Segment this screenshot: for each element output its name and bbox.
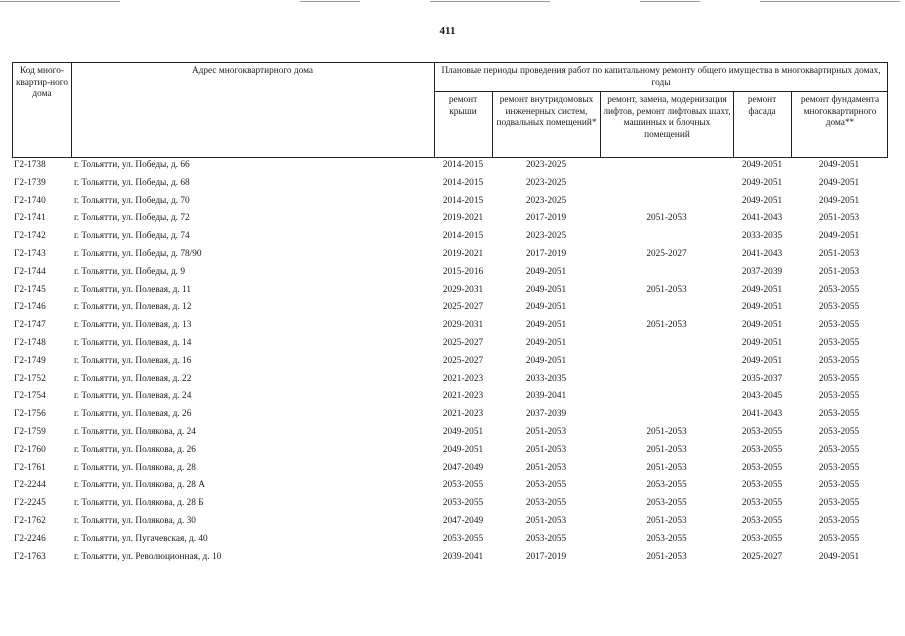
cell-engineering: 2049-2051: [525, 337, 567, 348]
cell-lifts: 2051-2053: [646, 320, 687, 331]
cell-foundation: 2053-2055: [818, 462, 860, 473]
cell-foundation: 2051-2053: [818, 248, 860, 259]
cell-facade: 2041-2043: [741, 409, 783, 420]
table-row: [12, 282, 888, 300]
cell-engineering: 2023-2025: [525, 177, 567, 188]
cell-address: г. Тольятти, ул. Полевая, д. 11: [74, 284, 192, 295]
cell-facade: 2053-2055: [741, 462, 783, 473]
cell-foundation: 2053-2055: [818, 355, 860, 366]
cell-address: г. Тольятти, ул. Революционная, д. 10: [74, 551, 222, 562]
header-divider: [492, 91, 493, 157]
table-row: [12, 175, 888, 193]
cell-engineering: 2053-2055: [525, 480, 567, 491]
cell-roof: 2021-2023: [442, 409, 484, 420]
cell-lifts: 2051-2053: [646, 213, 687, 224]
cell-code: Г2-1739: [14, 177, 46, 188]
cell-roof: 2019-2021: [442, 213, 484, 224]
cell-address: г. Тольятти, ул. Победы, д. 74: [74, 231, 190, 242]
cell-address: г. Тольятти, ул. Полевая, д. 16: [74, 355, 192, 366]
cell-code: Г2-1741: [14, 213, 46, 224]
cell-facade: 2025-2027: [741, 551, 783, 562]
cell-roof: 2049-2051: [442, 444, 484, 455]
cell-foundation: 2053-2055: [818, 373, 860, 384]
cell-address: г. Тольятти, ул. Полякова, д. 28 Б: [74, 498, 204, 509]
table-row: [12, 531, 888, 549]
cell-engineering: 2049-2051: [525, 355, 567, 366]
cell-code: Г2-2246: [14, 533, 46, 544]
cell-roof: 2021-2023: [442, 391, 484, 402]
cell-engineering: 2037-2039: [525, 409, 567, 420]
cell-lifts: 2053-2055: [646, 480, 687, 491]
cell-roof: 2047-2049: [442, 462, 484, 473]
cell-roof: 2053-2055: [442, 480, 484, 491]
table-row: [12, 264, 888, 282]
cell-roof: 2053-2055: [442, 533, 484, 544]
cell-foundation: 2049-2051: [818, 177, 860, 188]
cell-roof: 2014-2015: [442, 195, 484, 206]
cell-code: Г2-1759: [14, 426, 46, 437]
cell-roof: 2025-2027: [442, 355, 484, 366]
page-number: 411: [439, 25, 456, 37]
cell-engineering: 2051-2053: [525, 444, 567, 455]
cell-address: г. Тольятти, ул. Полевая, д. 22: [74, 373, 192, 384]
header-lifts: ремонт, замена, модернизация лифтов, ремонт лифтовых шахт, машинных и блочных помещений: [603, 95, 731, 140]
cell-engineering: 2039-2041: [525, 391, 567, 402]
cell-engineering: 2023-2025: [525, 231, 567, 242]
cell-lifts: 2051-2053: [646, 462, 687, 473]
cell-foundation: 2049-2051: [818, 195, 860, 206]
table-row: [12, 460, 888, 478]
cell-code: Г2-1746: [14, 302, 46, 313]
cell-lifts: 2051-2053: [646, 284, 687, 295]
cell-address: г. Тольятти, ул. Победы, д. 72: [74, 213, 190, 224]
cell-roof: 2029-2031: [442, 284, 484, 295]
cell-facade: 2053-2055: [741, 498, 783, 509]
table-row: [12, 193, 888, 211]
cell-address: г. Тольятти, ул. Полякова, д. 28 А: [74, 480, 205, 491]
cell-facade: 2041-2043: [741, 213, 783, 224]
cell-facade: 2049-2051: [741, 177, 783, 188]
cell-engineering: 2049-2051: [525, 266, 567, 277]
cell-foundation: 2051-2053: [818, 266, 860, 277]
cell-roof: 2019-2021: [442, 248, 484, 259]
cell-code: Г2-1749: [14, 355, 46, 366]
table-row: [12, 299, 888, 317]
cell-roof: 2047-2049: [442, 515, 484, 526]
cell-address: г. Тольятти, ул. Полякова, д. 26: [74, 444, 196, 455]
cell-engineering: 2017-2019: [525, 213, 567, 224]
cell-code: Г2-1740: [14, 195, 46, 206]
cell-engineering: 2053-2055: [525, 498, 567, 509]
cell-foundation: 2051-2053: [818, 213, 860, 224]
cell-address: г. Тольятти, ул. Пугачевская, д. 40: [74, 533, 208, 544]
cell-foundation: 2053-2055: [818, 444, 860, 455]
table-body: [12, 157, 888, 566]
cell-facade: 2053-2055: [741, 444, 783, 455]
cell-code: Г2-1756: [14, 409, 46, 420]
cell-code: Г2-1738: [14, 160, 46, 170]
cell-facade: 2053-2055: [741, 426, 783, 437]
cell-code: Г2-1745: [14, 284, 46, 295]
cell-foundation: 2053-2055: [818, 480, 860, 491]
table-row: [12, 442, 888, 460]
cell-facade: 2053-2055: [741, 480, 783, 491]
header-engineering: ремонт внутридомовых инженерных систем, подвальных помещений*: [496, 95, 597, 128]
table-row: [12, 317, 888, 335]
cell-foundation: 2053-2055: [818, 515, 860, 526]
cell-engineering: 2051-2053: [525, 426, 567, 437]
table-row: [12, 210, 888, 228]
cell-foundation: 2053-2055: [818, 284, 860, 295]
cell-address: г. Тольятти, ул. Победы, д. 78/90: [74, 248, 202, 259]
cell-facade: 2043-2045: [741, 391, 783, 402]
cell-code: Г2-1744: [14, 266, 46, 277]
cell-foundation: 2053-2055: [818, 391, 860, 402]
cell-roof: 2014-2015: [442, 231, 484, 242]
cell-engineering: 2051-2053: [525, 462, 567, 473]
cell-roof: 2014-2015: [442, 177, 484, 188]
cell-code: Г2-1743: [14, 248, 46, 259]
cell-code: Г2-2244: [14, 480, 46, 491]
cell-code: Г2-1754: [14, 391, 46, 402]
header-divider: [434, 91, 888, 92]
cell-address: г. Тольятти, ул. Полевая, д. 24: [74, 391, 192, 402]
table-row: [12, 353, 888, 371]
cell-engineering: 2023-2025: [525, 195, 567, 206]
cell-foundation: 2053-2055: [818, 302, 860, 313]
table-row: [12, 228, 888, 246]
cell-engineering: 2017-2019: [525, 551, 567, 562]
cell-roof: 2025-2027: [442, 337, 484, 348]
cell-address: г. Тольятти, ул. Полякова, д. 30: [74, 515, 196, 526]
table-row: [12, 371, 888, 389]
cell-code: Г2-1763: [14, 551, 46, 562]
cell-foundation: 2049-2051: [818, 551, 860, 562]
table-row: [12, 513, 888, 531]
table-row: [12, 246, 888, 264]
cell-code: Г2-1761: [14, 462, 46, 473]
cell-lifts: 2051-2053: [646, 426, 687, 437]
cell-engineering: 2053-2055: [525, 533, 567, 544]
cell-lifts: 2053-2055: [646, 533, 687, 544]
cell-address: г. Тольятти, ул. Победы, д. 9: [74, 266, 185, 277]
table-row: [12, 495, 888, 513]
cell-foundation: 2053-2055: [818, 533, 860, 544]
cell-address: г. Тольятти, ул. Победы, д. 66: [74, 160, 190, 170]
cell-facade: 2035-2037: [741, 373, 783, 384]
cell-engineering: 2049-2051: [525, 284, 567, 295]
cell-code: Г2-1748: [14, 337, 46, 348]
cell-code: Г2-1747: [14, 320, 46, 331]
cell-engineering: 2023-2025: [525, 160, 567, 170]
cell-facade: 2049-2051: [741, 302, 783, 313]
cell-facade: 2033-2035: [741, 231, 783, 242]
cell-foundation: 2053-2055: [818, 337, 860, 348]
cell-code: Г2-1742: [14, 231, 46, 242]
cell-foundation: 2053-2055: [818, 426, 860, 437]
scan-edge-artifact: [0, 0, 905, 4]
cell-roof: 2025-2027: [442, 302, 484, 313]
header-code: Код много-квартир-ного дома: [15, 66, 69, 99]
cell-engineering: 2017-2019: [525, 248, 567, 259]
cell-address: г. Тольятти, ул. Победы, д. 70: [74, 195, 190, 206]
cell-foundation: 2053-2055: [818, 409, 860, 420]
cell-foundation: 2053-2055: [818, 498, 860, 509]
table-row: [12, 406, 888, 424]
table-row: [12, 335, 888, 353]
cell-roof: 2029-2031: [442, 320, 484, 331]
cell-roof: 2015-2016: [442, 266, 484, 277]
cell-roof: 2014-2015: [442, 160, 484, 170]
cell-code: Г2-1760: [14, 444, 46, 455]
cell-engineering: 2033-2035: [525, 373, 567, 384]
table-row: [12, 157, 888, 175]
cell-facade: 2049-2051: [741, 195, 783, 206]
cell-facade: 2053-2055: [741, 533, 783, 544]
cell-lifts: 2051-2053: [646, 515, 687, 526]
header-facade: ремонт фасада: [747, 95, 777, 117]
table-row: [12, 388, 888, 406]
cell-facade: 2049-2051: [741, 160, 783, 170]
cell-lifts: 2051-2053: [646, 551, 687, 562]
cell-address: г. Тольятти, ул. Полякова, д. 28: [74, 462, 196, 473]
cell-facade: 2037-2039: [741, 266, 783, 277]
header-divider: [600, 91, 601, 157]
cell-code: Г2-1752: [14, 373, 46, 384]
cell-address: г. Тольятти, ул. Полевая, д. 12: [74, 302, 192, 313]
cell-engineering: 2051-2053: [525, 515, 567, 526]
cell-roof: 2049-2051: [442, 426, 484, 437]
cell-address: г. Тольятти, ул. Победы, д. 68: [74, 177, 190, 188]
cell-facade: 2053-2055: [741, 515, 783, 526]
cell-roof: 2053-2055: [442, 498, 484, 509]
cell-code: Г2-2245: [14, 498, 46, 509]
header-periods: Плановые периоды проведения работ по капитальному ремонту общего имущества в многоквартирных домах, годы: [441, 66, 881, 88]
cell-code: Г2-1762: [14, 515, 46, 526]
header-address: Адрес многоквартирного дома: [191, 66, 314, 76]
cell-address: г. Тольятти, ул. Полевая, д. 13: [74, 320, 192, 331]
cell-lifts: 2051-2053: [646, 444, 687, 455]
table-row: [12, 549, 888, 567]
cell-facade: 2049-2051: [741, 355, 783, 366]
header-foundation: ремонт фундамента многоквартирного дома**: [800, 95, 880, 128]
cell-foundation: 2053-2055: [818, 320, 860, 331]
cell-address: г. Тольятти, ул. Полевая, д. 14: [74, 337, 192, 348]
cell-engineering: 2049-2051: [525, 302, 567, 313]
cell-address: г. Тольятти, ул. Полякова, д. 24: [74, 426, 196, 437]
cell-foundation: 2049-2051: [818, 160, 860, 170]
cell-roof: 2021-2023: [442, 373, 484, 384]
table-row: [12, 477, 888, 495]
cell-facade: 2049-2051: [741, 284, 783, 295]
cell-lifts: 2053-2055: [646, 498, 687, 509]
cell-roof: 2039-2041: [442, 551, 484, 562]
cell-facade: 2041-2043: [741, 248, 783, 259]
table-header: [12, 62, 888, 158]
table-row: [12, 424, 888, 442]
cell-lifts: 2025-2027: [646, 248, 687, 259]
cell-address: г. Тольятти, ул. Полевая, д. 26: [74, 409, 192, 420]
header-roof: ремонт крыши: [448, 95, 478, 117]
cell-engineering: 2049-2051: [525, 320, 567, 331]
cell-facade: 2049-2051: [741, 320, 783, 331]
cell-facade: 2049-2051: [741, 337, 783, 348]
cell-foundation: 2049-2051: [818, 231, 860, 242]
